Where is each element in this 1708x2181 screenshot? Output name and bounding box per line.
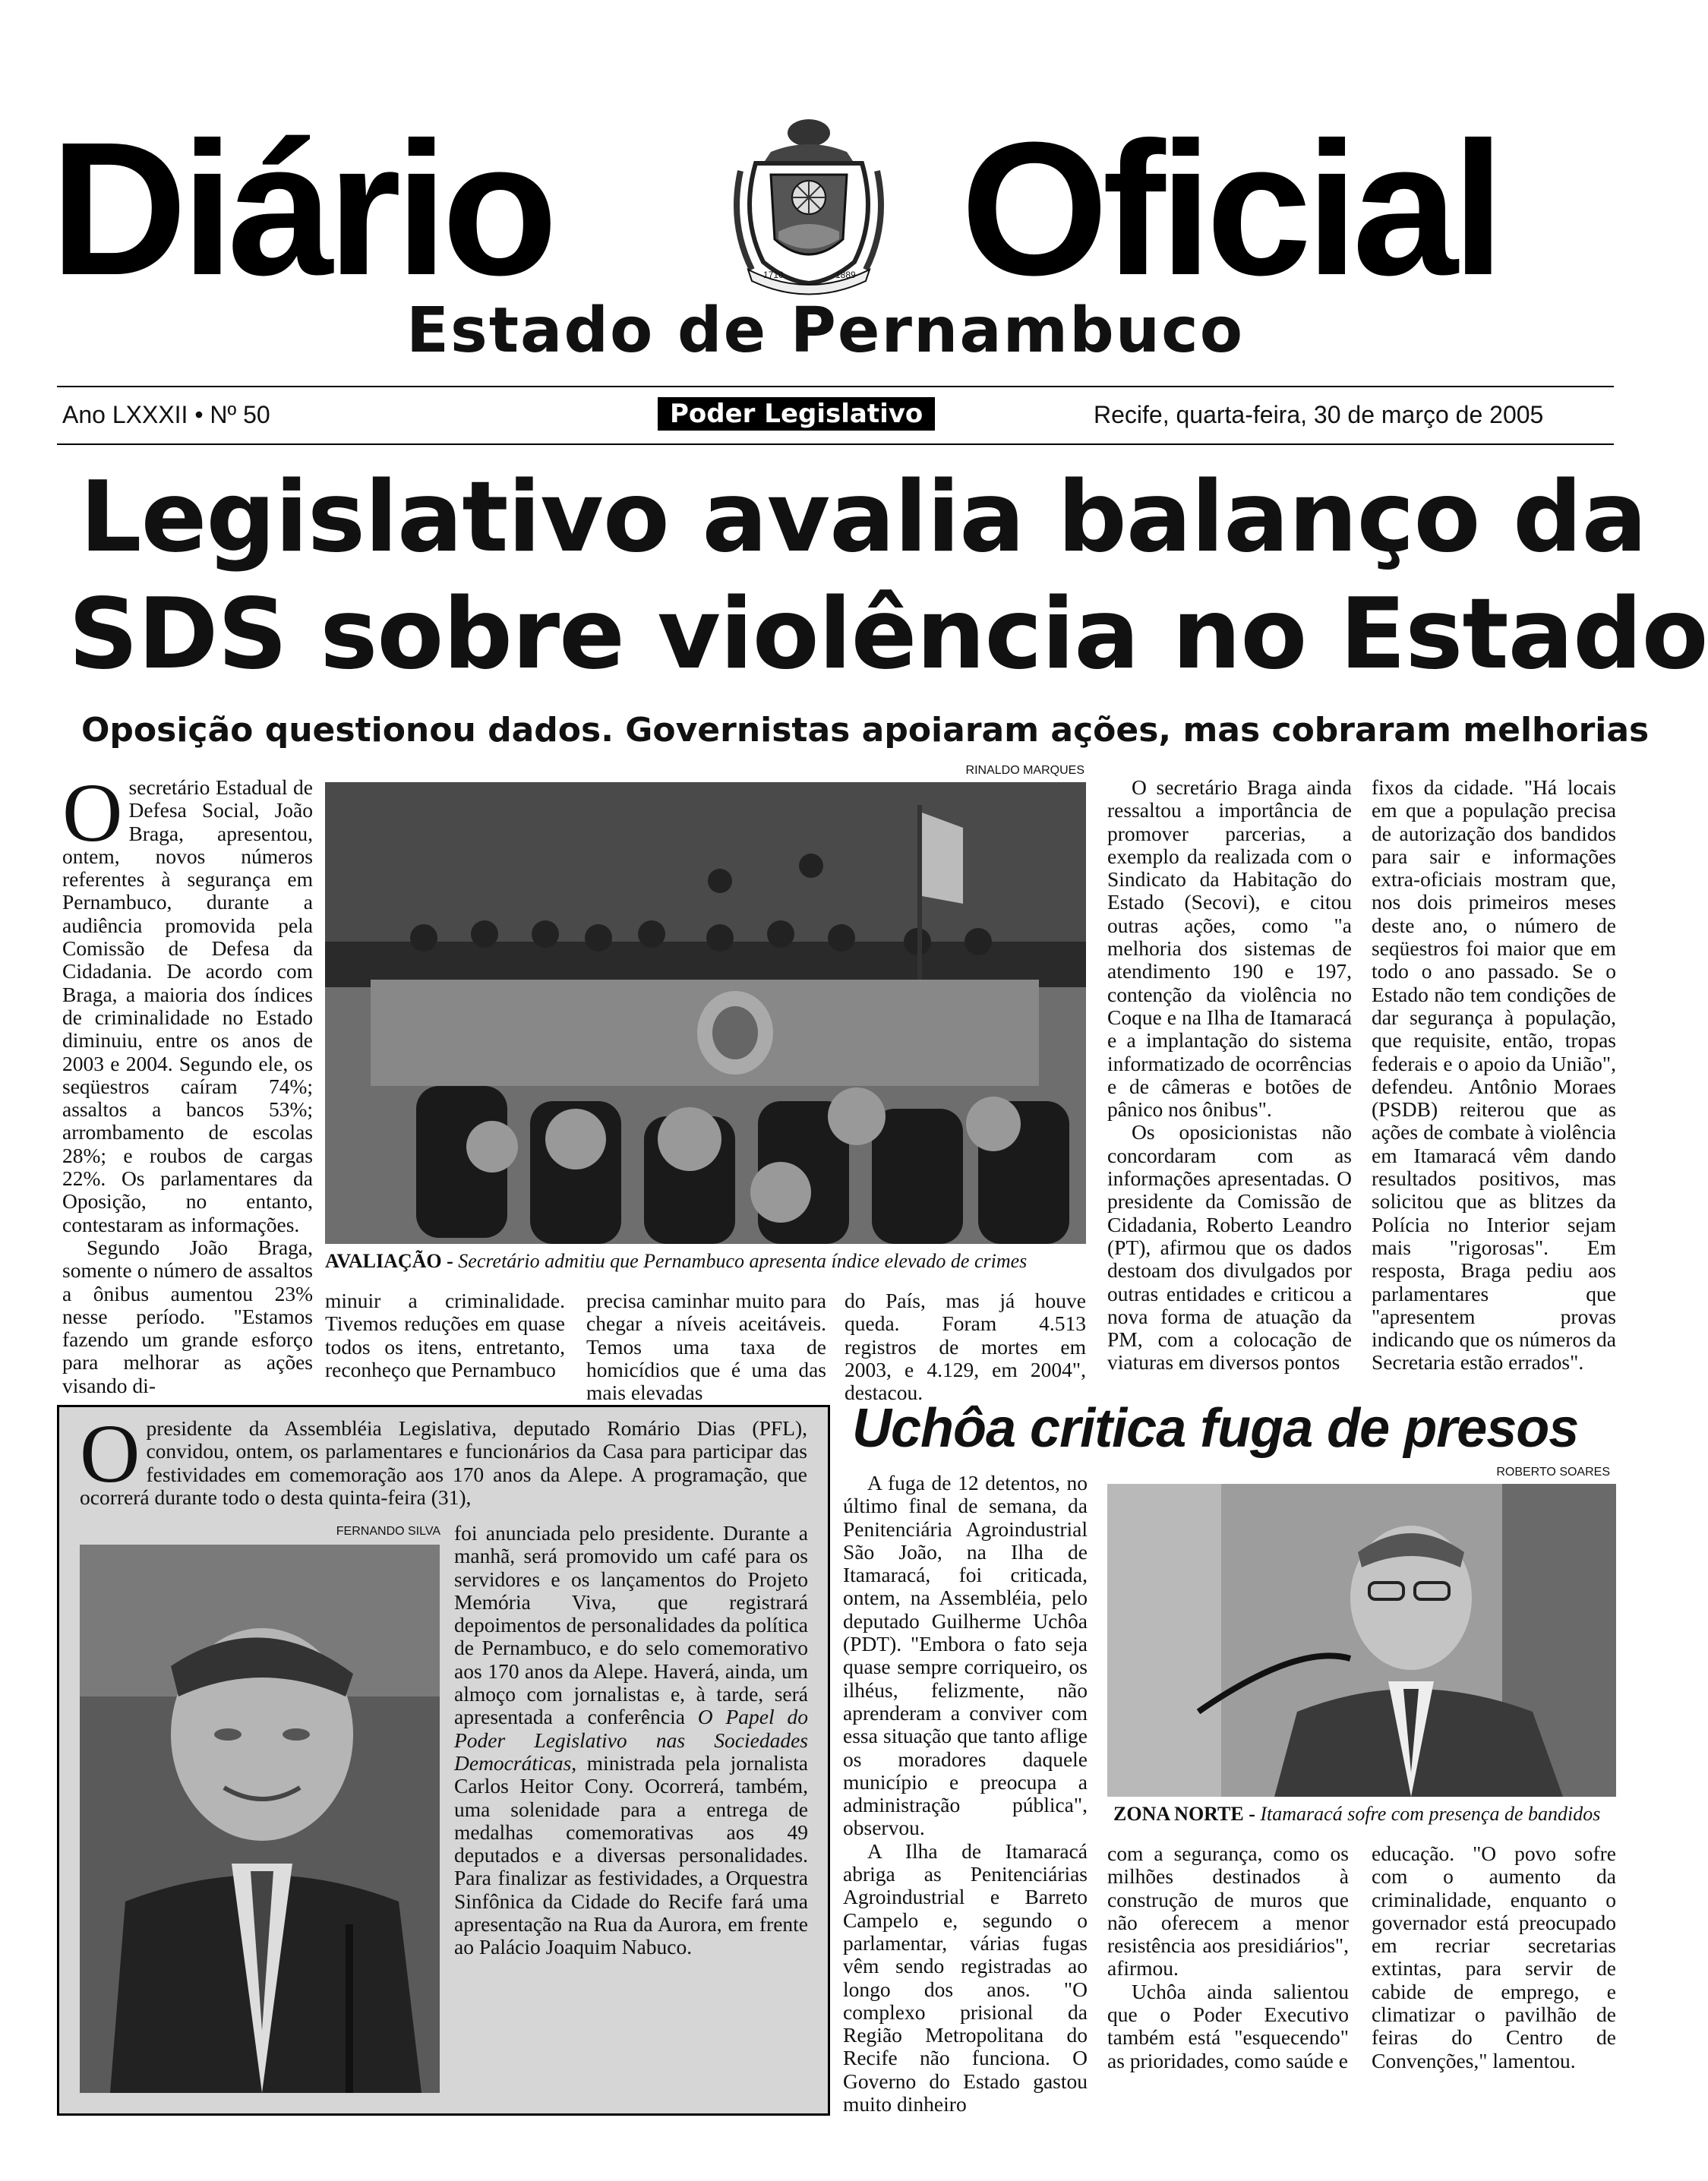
story2-column-1: [843, 1471, 1088, 2116]
box-body: [454, 1522, 808, 2099]
story2-headline: Uchôa critica fuga de presos: [852, 1398, 1579, 1459]
section-badge: Poder Legislativo: [658, 397, 935, 431]
box-intro: [80, 1407, 807, 1516]
lead-paragraph: fixos da cidade. "Há locais em que a população precisa de autorização dos bandidos para sair e informações extra-oficiais mostram que, nos dois primeiros meses deste ano, o número de seqüestros foi maior que em todo o ano passado. Se o Estado não tem condições de dar segurança à população, que requisite, então, tropas federais e o apoio da União", defendeu. Antônio Moraes (PSDB) reiterou que as ações de combate à violência em Itamaracá vêm dando resultados positivos, mas solicitou que as blitzes da Polícia no Interior sejam mais "rigorosas". Em resposta, Braga pediu aos parlamentares que "apresentem provas indicando que os números da Secretaria estão errados".: [1372, 775, 1616, 1375]
seal-year-right: 1889: [835, 270, 856, 280]
box-body-text-b: , ministrada pela jornalista Carlos Heitor Cony. Ocorrerá, também, uma solenidade para a entrega de medalhas comemorativas aos 49 deputados e a diversas personalidades. Para finalizar as festividades, a Orquestra Sinfônica da Cidade do Recife fará uma apresentação na Rua da Aurora, em frente ao Palácio Joaquim Nabuco.: [454, 1750, 808, 1959]
lead-column-3: [586, 1289, 826, 1405]
lead-headline-line1: Legislativo avalia balanço da: [80, 461, 1646, 574]
story2-photo-caption: [1113, 1803, 1616, 1826]
box-body-italic: O Papel do Poder Legislativo nas Sociedades Democráticas: [454, 1705, 808, 1775]
box-paragraph: presidente da Assembléia Legislativa, deputado Romário Dias (PFL), convidou, ontem, os parlamentares e funcionários da Casa para participar das festividades em comemoração aos 170 anos da Alepe. A programação, que ocorrerá durante todo o desta quinta-feira (31),: [80, 1416, 807, 1509]
story2-paragraph: A Ilha de Itamaracá abriga as Penitenciárias Agroindustrial e Barreto Campelo e, segundo o parlamentar, várias fugas vêm sendo registradas ao longo dos anos. "O complexo prisional da Região Metropolitana do Recife não funciona. O Governo do Estado gastou muito dinheiro: [843, 1839, 1088, 2116]
story2-caption-text: Itamaracá sofre com presença de bandidos: [1260, 1803, 1601, 1825]
box-photo-deputy: [80, 1545, 440, 2093]
masthead-title-oficial: Oficial: [961, 103, 1499, 314]
story2-paragraph: A fuga de 12 detentos, no último final de semana, da Penitenciária Agroindustrial São João, na Ilha de Itamaracá, foi criticada, ontem, na Assembléia, pelo deputado Guilherme Uchôa (PDT). "Embora o fato seja quase sempre corriqueiro, os ilhéus, felizmente, não aprenderam a conviver com essa situação que tanto aflige os moradores daquele município e preocupa a administração pública", observou.: [843, 1471, 1088, 1840]
lead-column-1: [62, 766, 313, 1397]
lead-dropcap: O: [62, 766, 123, 859]
box-dropcap: O: [80, 1407, 140, 1500]
story2-photo-credit: ROBERTO SOARES: [1496, 1466, 1610, 1479]
story2-paragraph: com a segurança, como os milhões destinados à construção de muros que não oferecem a menor resistência aos presidiários", afirmou.: [1107, 1842, 1349, 1981]
lead-paragraph: secretário Estadual de Defesa Social, João Braga, apresentou, ontem, novos números referentes à segurança em Pernambuco, durante a audiência promovida pela Comissão de Defesa da Cidadania. De acordo com Braga, a maioria dos índices de criminalidade no Estado diminuiu, entre os anos de 2003 e 2004. Segundo ele, os seqüestros caíram 74%; assaltos a bancos 53%; arrombamento de escolas 28%; e roubos de cargas 22%. Os parlamentares da Oposição, no entanto, contestaram as informações.: [62, 775, 313, 1236]
masthead-rule-bottom: [57, 443, 1614, 445]
story2-paragraph: educação. "O povo sofre com o aumento da criminalidade, enquanto o governador está preocupado em recriar secretarias extintas, para servir de cabide de emprego, e climatizar o pavilhão de feiras do Centro de Convenções," lamentou.: [1372, 1842, 1616, 2072]
lead-paragraph: Segundo João Braga, somente o número de assaltos a ônibus aumentou 23% nesse período. "Estamos fazendo um grande esforço para melhorar as ações visando di-: [62, 1235, 313, 1397]
lead-column-5: [1107, 776, 1352, 1376]
seal-year-left: 1710: [763, 270, 784, 280]
dateline: Recife, quarta-feira, 30 de março de 2005: [1094, 401, 1544, 428]
lead-photo-credit: RINALDO MARQUES: [965, 764, 1084, 777]
lead-paragraph: minuir a criminalidade. Tivemos reduções em quase todos os itens, entretanto, reconheço que Pernambuco: [325, 1289, 565, 1381]
lead-paragraph: O secretário Braga ainda ressaltou a importância de promover parcerias, a exemplo da realizada com o Sindicato da Habitação do Estado (Secovi), e citou outras ações, como "a melhoria dos sistemas de atendimento 190 e 197, contenção da violência no Coque e na Ilha de Itamaracá e a implantação do sistema informatizado de ocorrências e de câmeras e botões de pânico nos ônibus".: [1107, 775, 1352, 1122]
box-paragraph: [454, 1522, 808, 1959]
lead-photo-hearing: [325, 782, 1086, 1244]
lead-column-2: [325, 1289, 565, 1381]
story2-caption-label: ZONA NORTE -: [1113, 1803, 1255, 1825]
lead-caption-label: AVALIAÇÃO -: [325, 1250, 453, 1272]
lead-column-4: [845, 1289, 1086, 1405]
story2-photo-uchoa: [1107, 1484, 1616, 1797]
masthead-rule-top: [57, 386, 1614, 387]
lead-paragraph: Os oposicionistas não concordaram com as informações apresentadas. O presidente da Comissão de Cidadania, Roberto Leandro (PT), afirmou que os dados destoam dos divulgados por outras entidades e criticou a nova forma de atuação da PM, com a colocação de viaturas em diversos pontos: [1107, 1120, 1352, 1375]
story2-paragraph: Uchôa ainda salientou que o Poder Executivo também está "esquecendo" as prioridades, como saúde e: [1107, 1979, 1349, 2072]
state-coat-of-arms: [725, 118, 892, 296]
lead-photo-caption: [325, 1250, 1086, 1273]
lead-paragraph: precisa caminhar muito para chegar a níveis aceitáveis. Temos uma taxa de homicídios que é uma das mais elevadas: [586, 1289, 826, 1405]
box-body-text-a: foi anunciada pelo presidente. Durante a manhã, será promovido um café para os servidores e os lançamentos do Projeto Memória Viva, que registrará depoimentos de personalidades da política de Pernambuco, e do selo comemorativo aos 170 anos da Alepe. Haverá, ainda, um almoço com jornalistas e, à tarde, será apresentada a conferência: [454, 1521, 808, 1729]
box-photo-credit: FERNANDO SILVA: [336, 1525, 440, 1538]
lead-paragraph: do País, mas já houve queda. Foram 4.513 registros de mortes em 2003, e 4.129, em 2004", destacou.: [845, 1289, 1086, 1405]
coat-of-arms-icon: [725, 118, 892, 296]
masthead-subtitle: Estado de Pernambuco: [406, 295, 1245, 367]
lead-headline-line2: SDS sobre violência no Estado: [68, 578, 1708, 691]
issue-number: Ano LXXXII • Nº 50: [62, 401, 270, 428]
story2-column-3: [1372, 1842, 1616, 2108]
masthead-title-diario: Diário: [50, 103, 552, 314]
lead-caption-text: Secretário admitiu que Pernambuco apresenta índice elevado de crimes: [458, 1250, 1028, 1272]
lead-column-6: [1372, 776, 1616, 1376]
lead-deck: Oposição questionou dados. Governistas apoiaram ações, mas cobraram melhorias: [81, 711, 1650, 750]
story2-column-2: [1107, 1842, 1349, 2108]
